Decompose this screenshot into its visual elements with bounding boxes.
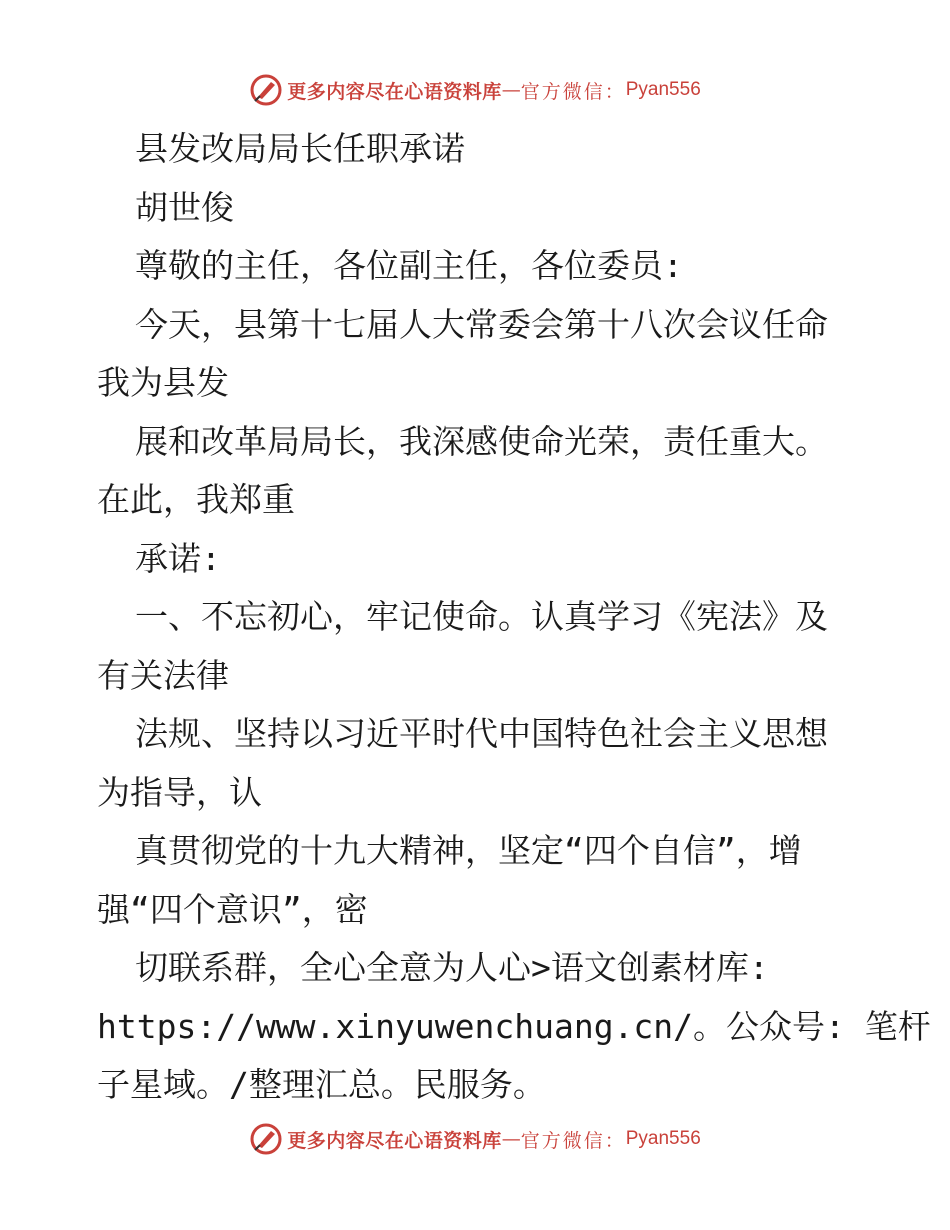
document-line: 尊敬的主任，各位副主任，各位委员:	[135, 246, 683, 285]
document-line: 子星域。/整理汇总。民服务。	[97, 1065, 546, 1104]
document-line: 切联系群，全心全意为人心>语文创素材库:	[135, 948, 769, 987]
document-line: 县发改局局长任职承诺	[135, 129, 465, 168]
banner-text: 更多内容尽在心语资料库	[287, 1129, 502, 1152]
document-line: https://www.xinyuwenchuang.cn/。公众号: 笔杆	[97, 1006, 931, 1046]
footer-banner	[0, 1119, 950, 1159]
document-line: 承诺:	[135, 538, 221, 578]
document-line: 展和改革局局长，我深感使命光荣，责任重大。	[135, 421, 828, 461]
banner-wechat-id: Pyan556	[625, 79, 701, 100]
header-banner	[0, 70, 950, 110]
banner-text: 更多内容尽在心语资料库	[287, 80, 502, 103]
banner-wechat-label: 官方微信：	[520, 1129, 626, 1152]
banner-wechat-id: Pyan556	[625, 1128, 701, 1149]
quill-logo-icon	[249, 73, 283, 107]
document-line: 强“四个意识”，密	[97, 889, 368, 929]
document-line: 法规、坚持以习近平时代中国特色社会主义思想	[135, 714, 828, 753]
document-line: 胡世俊	[135, 187, 234, 227]
banner-wechat-label: 官方微信：	[520, 80, 626, 103]
document-body	[97, 120, 931, 1115]
banner-separator: —	[501, 79, 521, 101]
document-line: 有关法律	[97, 655, 229, 695]
document-line: 在此，我郑重	[97, 480, 295, 519]
document-line: 真贯彻党的十九大精神，坚定“四个自信”，增	[135, 831, 802, 870]
quill-logo-icon	[249, 1122, 283, 1156]
document-line: 为指导，认	[97, 772, 262, 812]
banner-separator: —	[501, 1128, 521, 1150]
document-line: 今天，县第十七届人大常委会第十八次会议任命	[135, 304, 828, 344]
document-line: 一、不忘初心，牢记使命。认真学习《宪法》及	[135, 597, 828, 636]
document-line: 我为县发	[97, 363, 229, 402]
